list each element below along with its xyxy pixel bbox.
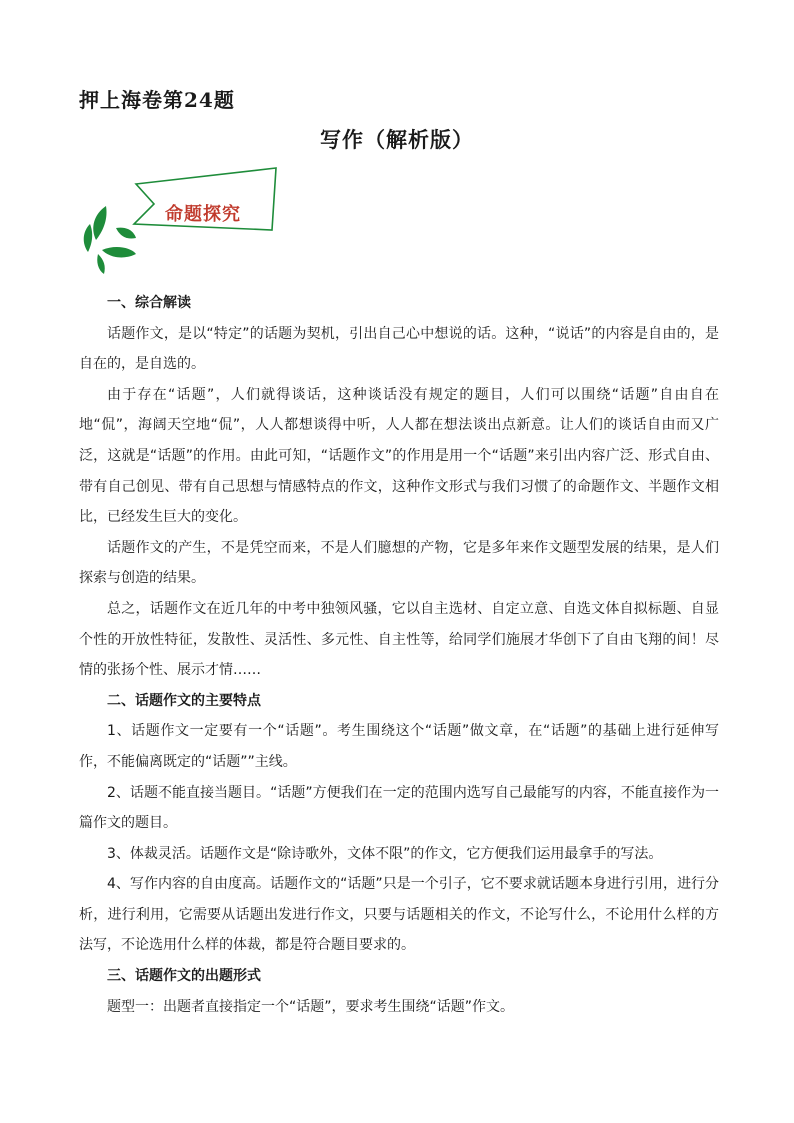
paragraph: 总之，话题作文在近几年的中考中独领风骚，它以自主选材、自定立意、自选文体自拟标题、自显个性的开放性特征，发散性、灵活性、多元性、自主性等，给同学们施展才华创下了自由飞翔的间！尽情的张扬个性、展示才情……	[79, 600, 719, 679]
section-heading: 一、综合解读	[107, 295, 191, 311]
paragraph: 题型一：出题者直接指定一个“话题”，要求考生围绕“话题”作文。	[107, 998, 515, 1015]
paragraph: 2、话题不能直接当题目。“话题”方便我们在一定的范围内选写自己最能写的内容，不能直接作为一篇作文的题目。	[79, 784, 719, 832]
paragraph: 话题作文的产生，不是凭空而来，不是人们臆想的产物，它是多年来作文题型发展的结果，是人们探索与创造的结果。	[79, 539, 719, 587]
paragraph: 4、写作内容的自由度高。话题作文的“话题”只是一个引子，它不要求就话题本身进行引用，进行分析，进行利用，它需要从话题出发进行作文，只要与话题相关的作文，不论写什么，不论用什么样的方法写，不论选用什么样的体裁，都是符合题目要求的。	[79, 876, 719, 954]
paragraph: 话题作文，是以“特定”的话题为契机，引出自己心中想说的话。这种，“说话”的内容是自由的，是自在的，是自选的。	[79, 325, 719, 373]
banner-label: 命题探究	[165, 204, 241, 225]
article-body	[79, 288, 719, 1022]
series-title: 押上海卷第24题	[79, 88, 235, 112]
paragraph: 由于存在“话题”，人们就得谈话，这种谈话没有规定的题目，人们可以围绕“话题”自由自在地“侃”，海阔天空地“侃”，人人都想谈得中听，人人都在想法谈出点新意。让人们的谈话自由而又广泛，这就是“话题”的作用。由此可知，“话题作文”的作用是用一个“话题”来引出内容广泛、形式自由、带有自己创见、带有自己思想与情感特点的作文，这种作文形式与我们习惯了的命题作文、半题作文相比，已经发生巨大的变化。	[79, 386, 719, 526]
document-title: 写作（解析版）	[320, 128, 474, 152]
section-heading: 二、话题作文的主要特点	[107, 692, 261, 709]
leaf-icon	[93, 206, 106, 240]
paragraph: 3、体裁灵活。话题作文是“除诗歌外，文体不限”的作文，它方便我们运用最拿手的写法。	[107, 845, 663, 862]
leaf-icon	[97, 254, 105, 274]
section-heading: 三、话题作文的出题形式	[107, 968, 261, 985]
paragraph: 1、话题作文一定要有一个“话题”。考生围绕这个“话题”做文章，在“话题”的基础上进行延伸写作，不能偏离既定的“话题””主线。	[79, 723, 719, 770]
leaf-icon	[116, 228, 136, 239]
leaf-icon	[84, 224, 92, 252]
leaf-icon	[102, 247, 136, 257]
